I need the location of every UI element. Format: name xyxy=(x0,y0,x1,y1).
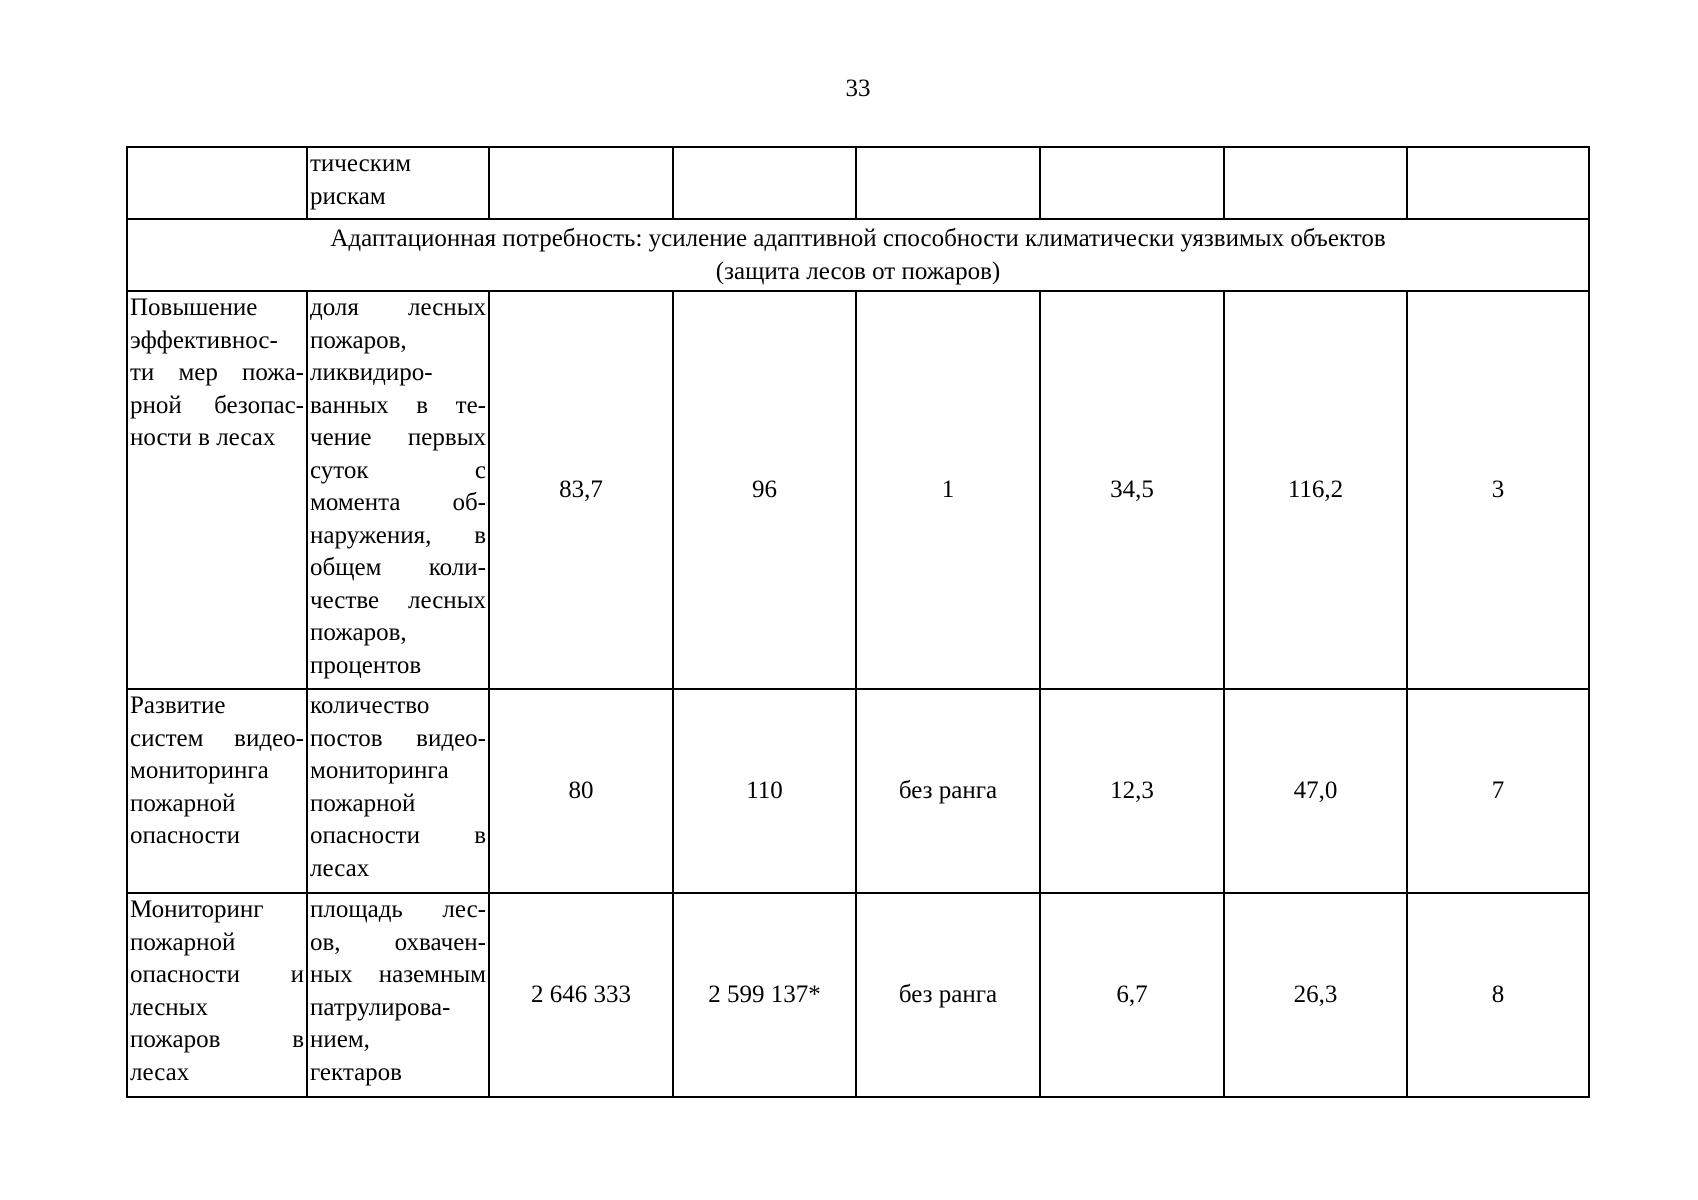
continuation-row xyxy=(127,147,1589,219)
indicator-line: постов видео- xyxy=(310,724,486,752)
value-cell: 8 xyxy=(1407,893,1589,1097)
value-cell: 116,2 xyxy=(1224,291,1407,689)
measure-line: систем видео- xyxy=(130,724,304,752)
value-cell: 83,7 xyxy=(489,291,673,689)
indicator-line: нием, xyxy=(310,1026,370,1053)
indicator-line: гектаров xyxy=(310,1058,402,1086)
indicator-line: патрулирова- xyxy=(310,993,451,1021)
empty-cell xyxy=(489,147,673,219)
measure-line: пожарной xyxy=(130,789,236,817)
empty-cell xyxy=(856,147,1040,219)
empty-cell xyxy=(1040,147,1224,219)
table-row xyxy=(127,291,1589,689)
section-header-line: (защита лесов от пожаров) xyxy=(715,258,1001,285)
indicator-line: ных наземным xyxy=(310,961,486,988)
indicator-line: лесах xyxy=(310,854,370,882)
indicator-line: чение первых xyxy=(310,424,486,451)
continuation-text-cell xyxy=(307,147,489,219)
indicator-line: процентов xyxy=(310,651,422,679)
indicator-line: пожаров, xyxy=(310,619,407,646)
value-cell: 6,7 xyxy=(1040,893,1224,1097)
indicator-line: площадь лес- xyxy=(310,896,486,923)
indicator-line: пожарной xyxy=(310,789,416,817)
value-cell: 2 646 333 xyxy=(489,893,673,1097)
value-cell: 110 xyxy=(673,689,856,893)
section-header-line: Адаптационная потребность: усиление адаптивной способности климатически уязвимых объектов xyxy=(330,225,1386,252)
value-cell: 3 xyxy=(1407,291,1589,689)
value-cell: без ранга xyxy=(856,893,1040,1097)
indicators-table xyxy=(126,146,1590,1098)
measure-line: Развитие xyxy=(130,692,226,719)
indicator-line: мониторинга xyxy=(310,757,449,784)
measure-line: лесных xyxy=(130,993,208,1021)
value-cell: 1 xyxy=(856,291,1040,689)
indicator-line: опасности в xyxy=(310,822,486,849)
value-cell: 96 xyxy=(673,291,856,689)
indicator-line: общем коли- xyxy=(310,554,486,581)
measure-cell xyxy=(127,291,307,689)
measure-cell xyxy=(127,689,307,893)
measure-line: мониторинга xyxy=(130,757,269,784)
indicator-line: пожаров, xyxy=(310,326,407,354)
measure-line: рной безопас- xyxy=(130,391,304,419)
indicator-line: честве лесных xyxy=(310,586,486,614)
empty-cell xyxy=(673,147,856,219)
value-cell: 26,3 xyxy=(1224,893,1407,1097)
continuation-line: тическим xyxy=(310,150,412,177)
indicator-line: количество xyxy=(310,692,430,719)
measure-line: лесах xyxy=(130,1058,190,1086)
measure-line: опасности и xyxy=(130,961,304,988)
indicator-line: момента об- xyxy=(310,489,486,516)
table-row xyxy=(127,893,1589,1097)
indicator-line: доля лесных xyxy=(310,294,486,321)
value-cell: без ранга xyxy=(856,689,1040,893)
measure-line: Мониторинг xyxy=(130,896,264,923)
indicator-line: ликвидиро- xyxy=(310,359,433,386)
measure-line: ности в лесах xyxy=(130,424,276,451)
page-number: 33 xyxy=(845,75,871,102)
indicator-line: наружения, в xyxy=(310,521,486,549)
indicator-cell xyxy=(307,291,489,689)
measure-line: эффективнос- xyxy=(130,326,278,354)
value-cell: 80 xyxy=(489,689,673,893)
measure-line: опасности xyxy=(130,822,240,849)
section-header-cell xyxy=(127,219,1589,291)
continuation-line: рискам xyxy=(310,182,386,210)
value-cell: 2 599 137* xyxy=(673,893,856,1097)
indicator-cell xyxy=(307,689,489,893)
indicator-line: суток с xyxy=(310,456,486,484)
value-cell: 12,3 xyxy=(1040,689,1224,893)
measure-cell xyxy=(127,893,307,1097)
empty-cell xyxy=(1224,147,1407,219)
measure-line: пожарной xyxy=(130,928,236,956)
measure-line: Повышение xyxy=(130,294,258,321)
value-cell: 7 xyxy=(1407,689,1589,893)
measure-line: ти мер пожа- xyxy=(130,359,304,386)
section-header-row xyxy=(127,219,1589,291)
indicator-line: ванных в те- xyxy=(310,391,486,419)
value-cell: 47,0 xyxy=(1224,689,1407,893)
table-row xyxy=(127,689,1589,893)
indicator-line: ов, охвачен- xyxy=(310,928,486,956)
empty-cell xyxy=(1407,147,1589,219)
value-cell: 34,5 xyxy=(1040,291,1224,689)
measure-line: пожаров в xyxy=(130,1026,304,1053)
indicator-cell xyxy=(307,893,489,1097)
empty-cell xyxy=(127,147,307,219)
